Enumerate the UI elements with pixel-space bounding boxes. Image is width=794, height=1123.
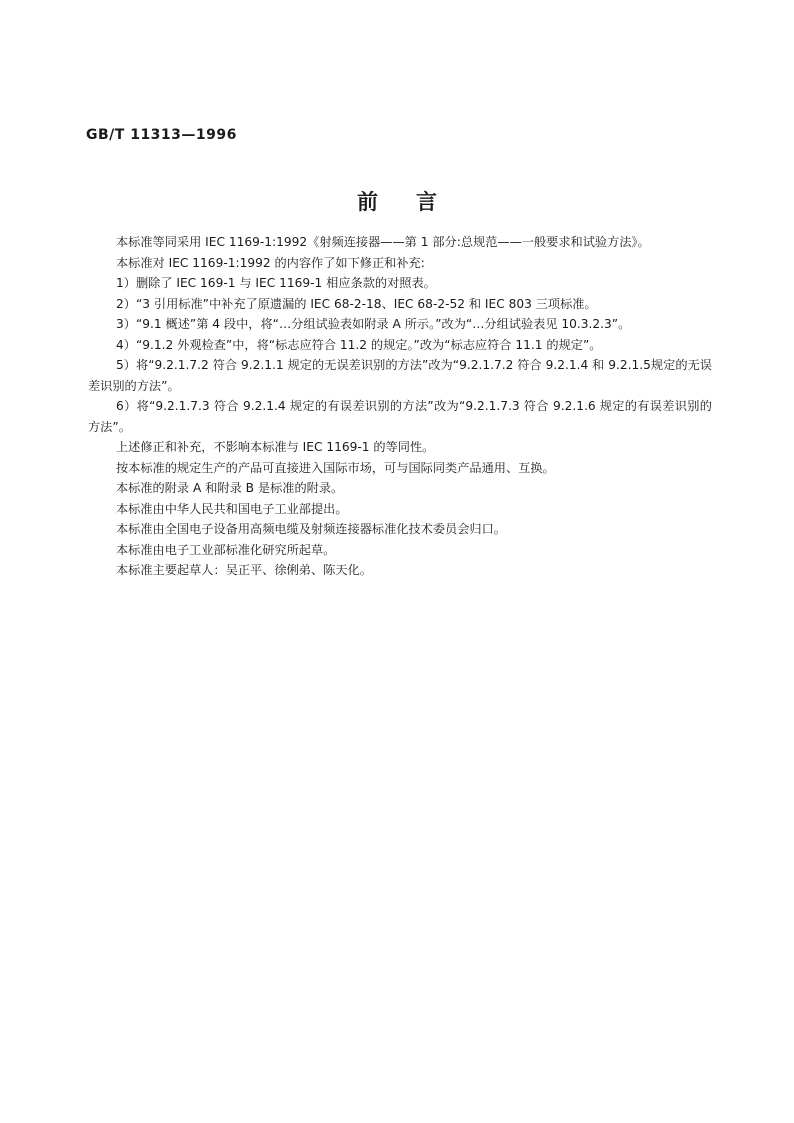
- list-item-3: 3）“9.1 概述”第 4 段中，将“…分组试验表如附录 A 所示。”改为“…分组试验表见 10.3.2.3”。: [116, 317, 631, 331]
- list-item-4: 4）“9.1.2 外观检查”中，将“标志应符合 11.2 的规定。”改为“标志应符合 11.1 的规定”。: [116, 337, 602, 352]
- paragraph-annexes: 本标准的附录 A 和附录 B 是标准的附录。: [116, 481, 344, 495]
- paragraph-drafter: 本标准由电子工业部标准化研究所起草。: [116, 542, 336, 557]
- paragraph-proposer: 本标准由中华人民共和国电子工业部提出。: [116, 501, 348, 516]
- paragraph-committee: 本标准由全国电子设备用高频电缆及射频连接器标准化技术委员会归口。: [116, 522, 506, 536]
- standard-code: GB/T 11313—1996: [86, 127, 237, 143]
- foreword-body: [88, 232, 712, 581]
- list-item-5: 5）将“9.2.1.7.2 符合 9.2.1.1 规定的无误差识别的方法”改为“9.2.1.7.2 符合 9.2.1.4 和 9.2.1.5规定的无误差识别的方法”。: [88, 358, 712, 393]
- list-item-6: 6）将“9.2.1.7.3 符合 9.2.1.4 规定的有误差识别的方法”改为“9.2.1.7.3 符合 9.2.1.6 规定的有误差识别的方法”。: [88, 399, 712, 434]
- page-title: 前言: [357, 190, 475, 214]
- paragraph-adoption: 本标准等同采用 IEC 1169-1:1992《射频连接器——第 1 部分:总规范——一般要求和试验方法》。: [116, 235, 650, 249]
- list-item-1: 1）删除了 IEC 169-1 与 IEC 1169-1 相应条款的对照表。: [116, 276, 436, 290]
- paragraph-equivalence: 上述修正和补充，不影响本标准与 IEC 1169-1 的等同性。: [116, 440, 435, 454]
- paragraph-market: 按本标准的规定生产的产品可直接进入国际市场，可与国际同类产品通用、互换。: [116, 460, 555, 475]
- paragraph-modifications-intro: 本标准对 IEC 1169-1:1992 的内容作了如下修正和补充:: [116, 255, 425, 270]
- paragraph-authors: 本标准主要起草人：吴正平、徐俐弟、陈天化。: [116, 563, 372, 577]
- list-item-2: 2）“3 引用标准”中补充了原遗漏的 IEC 68-2-18、IEC 68-2-52 和 IEC 803 三项标准。: [116, 296, 597, 311]
